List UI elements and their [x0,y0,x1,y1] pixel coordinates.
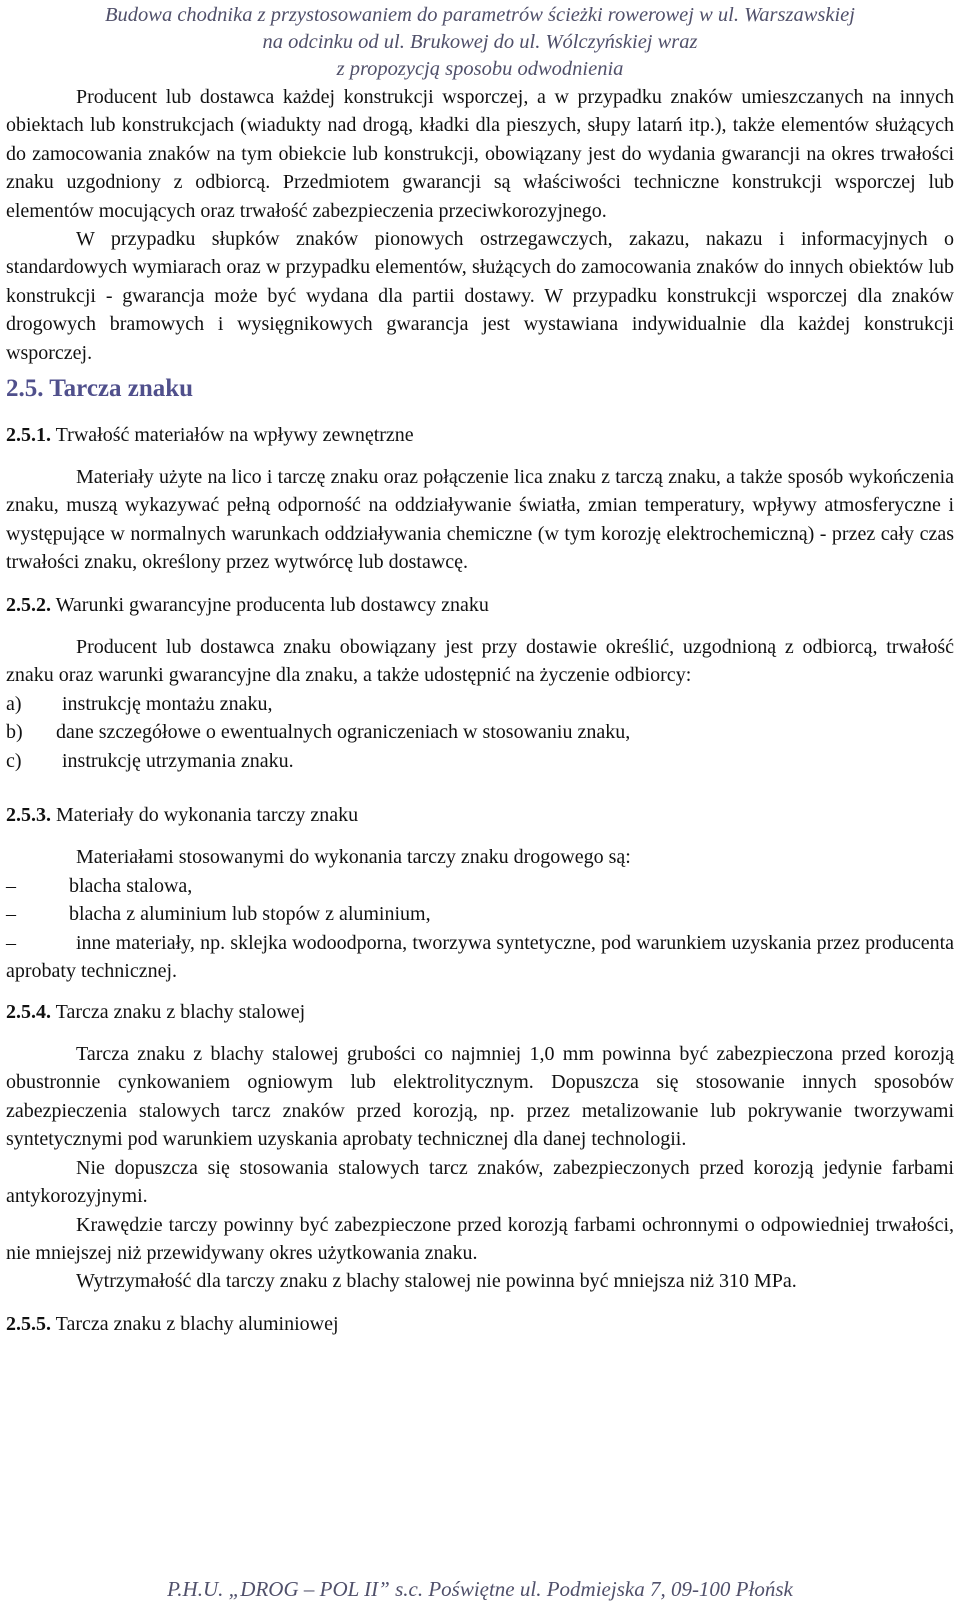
paragraph-guarantee-posts: W przypadku słupków znaków pionowych ostrzegawczych, zakazu, nakazu i informacyjnych o standardowych wymiarach oraz w przypadku elementów, służących do zamocowania znaków do innych obiektów lub konstrukcji - gwarancja może być wydana dla partii dostawy. W przypadku konstrukcji wsporczej dla znaków drogowych bramowych i wysięgnikowych gwarancja jest wystawiana indywidualnie dla każdej konstrukcji wsporczej. [6,228,954,364]
dash-list-item [6,929,954,986]
dash-marker: – [6,874,16,897]
list-text: instrukcję utrzymania znaku. [62,749,294,772]
dash-list-item [6,900,954,929]
list-2-5-2 [6,690,954,776]
page-footer: P.H.U. „DROG – POL II” s.c. Poświętne ul. Podmiejska 7, 09-100 Płońsk [167,1577,793,1601]
list-marker: c) [6,749,22,772]
list-item [6,718,954,747]
list-text: blacha stalowa, [69,874,193,897]
document-page [6,0,954,1338]
paragraph-2-5-4-a: Tarcza znaku z blachy stalowej grubości co najmniej 1,0 mm powinna być zabezpieczona przed korozją obustronnie cynkowaniem ogniowym lub elektrolitycznym. Dopuszcza się stosowanie innych sposobów zabezpieczenia stalowych tarcz znaków przed korozją, np. przez metalizowanie lub pokrywanie tworzywami syntetycznymi pod warunkiem uzyskania aprobaty technicznej dla danej technologii. [6,1043,954,1151]
header-line-3: z propozycją sposobu odwodnienia [336,58,624,80]
subsection-heading-2-5-2 [6,591,954,619]
list-marker: a) [6,692,22,715]
subsection-title: Tarcza znaku z blachy stalowej [51,1001,306,1024]
subsection-title: Materiały do wykonania tarczy znaku [51,804,359,827]
list-item [6,690,954,719]
dash-marker: – [6,931,16,954]
list-text: inne materiały, np. sklejka wodoodporna, tworzywa syntetyczne, pod warunkiem uzyskania przez producenta aprobaty technicznej. [6,931,954,983]
list-text: instrukcję montażu znaku, [62,692,273,715]
subsection-number: 2.5.3. [6,804,51,827]
subsection-number: 2.5.4. [6,1001,51,1024]
section-heading: 2.5. Tarcza znaku [6,375,194,403]
paragraph-2-5-3: Materiałami stosowanymi do wykonania tarczy znaku drogowego są: [76,846,631,869]
paragraph-guarantee-support: Producent lub dostawca każdej konstrukcji wsporczej, a w przypadku znaków umieszczanych na innych obiektach lub konstrukcjach (wiadukty nad drogą, kładki dla pieszych, słupy latarń itp.), także elementów służących do zamocowania znaków na tym obiekcie lub konstrukcji, obowiązany jest do wydania gwarancji na okres trwałości znaku uzgodniony z odbiorcą. Przedmiotem gwarancji są właściwości techniczne konstrukcji wsporczej lub elementów mocujących oraz trwałość zabezpieczenia przeciwkorozyjnego. [6,86,954,222]
paragraph-2-5-4-d: Wytrzymałość dla tarczy znaku z blachy stalowej nie powinna być mniejsza niż 310 MPa. [76,1270,797,1293]
subsection-number: 2.5.1. [6,424,51,447]
subsection-title: Trwałość materiałów na wpływy zewnętrzne [51,424,414,447]
subsection-number: 2.5.5. [6,1312,51,1335]
subsection-title: Tarcza znaku z blachy aluminiowej [51,1312,339,1335]
subsection-heading-2-5-4 [6,998,954,1026]
paragraph-2-5-1: Materiały użyte na lico i tarczę znaku oraz połączenie lica znaku z tarczą znaku, a także sposób wykończenia znaku, muszą wykazywać pełną odporność na oddziaływanie światła, zmian temperatury, wpływy atmosferyczne i występujące w normalnych warunkach oddziaływania chemiczne (w tym korozję elektrochemiczną) - przez cały czas trwałości znaku, określony przez wytwórcę lub dostawcę. [6,466,954,574]
subsection-heading-2-5-3 [6,801,954,829]
paragraph-2-5-2: Producent lub dostawca znaku obowiązany jest przy dostawie określić, uzgodnioną z odbiorcą, trwałość znaku oraz warunki gwarancyjne dla znaku, a także udostępnić na życzenie odbiorcy: [6,635,954,687]
page-header [6,2,954,83]
subsection-title: Warunki gwarancyjne producenta lub dostawcy znaku [51,593,489,616]
header-line-2: na odcinku od ul. Brukowej do ul. Wólczyńskiej wraz [262,31,698,53]
list-marker: b) [6,721,23,744]
paragraph-2-5-4-b: Nie dopuszcza się stosowania stalowych tarcz znaków, zabezpieczonych przed korozją jedynie farbami antykorozyjnymi. [6,1156,954,1208]
list-2-5-3 [6,872,954,986]
subsection-number: 2.5.2. [6,593,51,616]
subsection-heading-2-5-1 [6,421,954,449]
dash-list-item [6,872,954,901]
list-text: dane szczegółowe o ewentualnych ograniczeniach w stosowaniu znaku, [56,721,631,744]
list-item [6,747,954,776]
paragraph-2-5-4-c: Krawędzie tarczy powinny być zabezpieczone przed korozją farbami ochronnymi o odpowiedniej trwałości, nie mniejszej niż przewidywany okres użytkowania znaku. [6,1213,954,1264]
header-line-1: Budowa chodnika z przystosowaniem do parametrów ścieżki rowerowej w ul. Warszawskiej [105,4,855,26]
list-text: blacha z aluminium lub stopów z aluminium, [69,903,431,926]
dash-marker: – [6,903,16,926]
subsection-heading-2-5-5 [6,1310,954,1338]
